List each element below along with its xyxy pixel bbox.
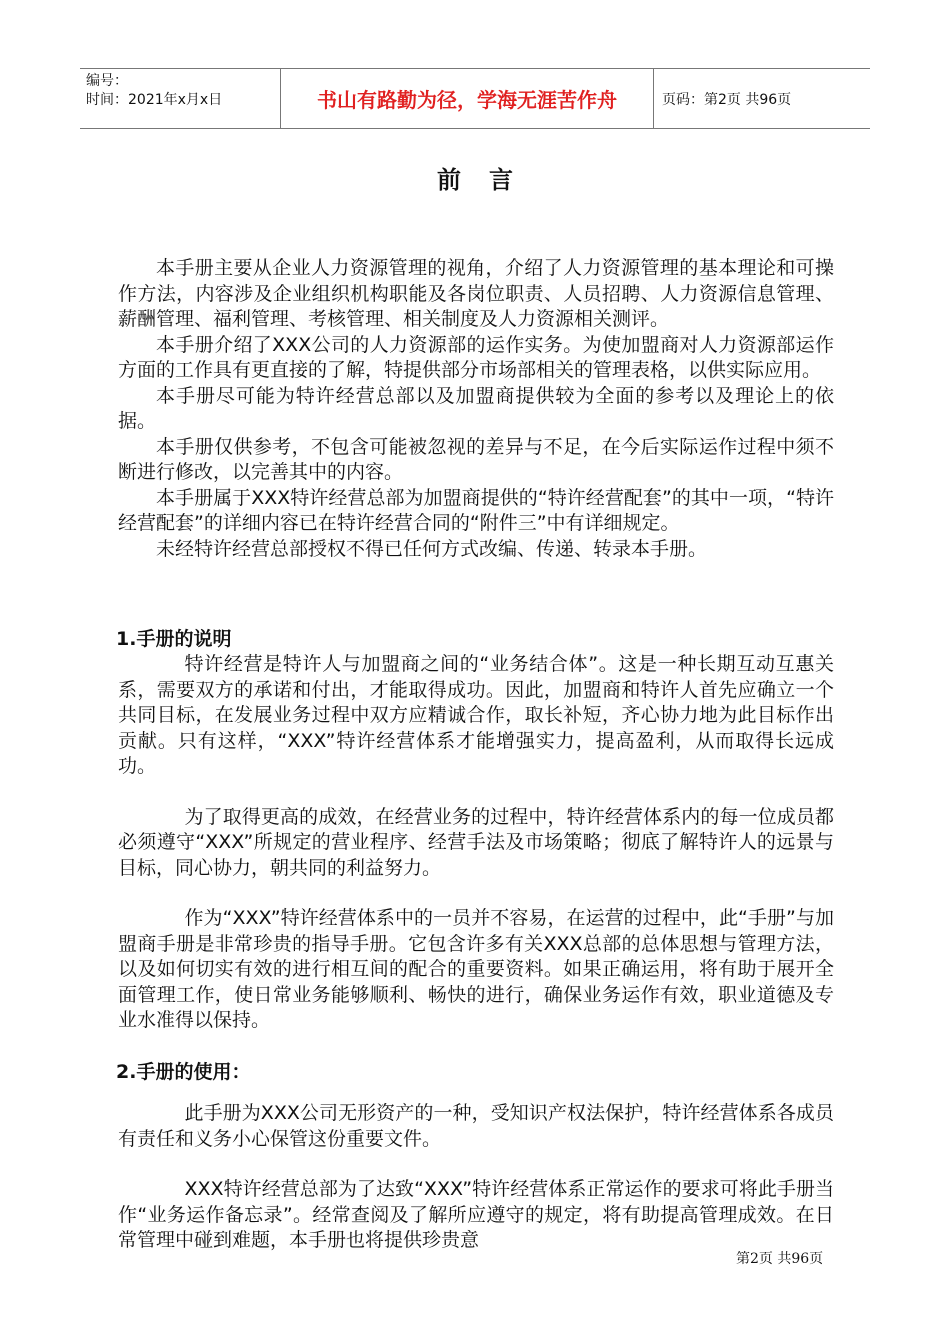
- preface-paragraph: 本手册介绍了XXX公司的人力资源部的运作实务。为使加盟商对人力资源部运作方面的工作具有更直接的了解，特提供部分市场部相关的管理表格，以供实际应用。: [118, 333, 834, 381]
- preface-paragraph: 本手册属于XXX特许经营总部为加盟商提供的“特许经营配套”的其中一项，“特许经营配套”的详细内容已在特许经营合同的“附件三”中有详细规定。: [118, 486, 834, 534]
- header-page-label: 页码：第2页 共96页: [662, 92, 792, 108]
- section1-paragraph: 特许经营是特许人与加盟商之间的“业务结合体”。这是一种长期互动互惠关系，需要双方的承诺和付出，才能取得成功。因此，加盟商和特许人首先应确立一个共同目标，在发展业务过程中双方应精诚合作，取长补短，齐心协力地为此目标作出贡献。只有这样，“XXX”特许经营体系才能增强实力，提高盈利，从而取得长远成功。: [118, 653, 834, 777]
- section1-body: [118, 652, 834, 1034]
- page-title: 前言: [437, 166, 541, 194]
- footer-page-number: 第2页 共96页: [736, 1251, 824, 1267]
- header-time-label: 时间：2021年x月x日: [86, 92, 223, 108]
- header-bottom-rule: [80, 128, 870, 129]
- section1-paragraph: 作为“XXX”特许经营体系中的一员并不容易，在运营的过程中，此“手册”与加盟商手册是非常珍贵的指导手册。它包含许多有关XXX总部的总体思想与管理方法，以及如何切实有效的进行相互间的配合的重要资料。如果正确运用，将有助于展开全面管理工作，使日常业务能够顺利、畅快的进行，确保业务运作有效，职业道德及专业水准得以保持。: [118, 907, 834, 1031]
- section2-heading: 2.手册的使用：: [116, 1061, 251, 1083]
- preface-paragraph: 本手册仅供参考，不包含可能被忽视的差异与不足，在今后实际运作过程中须不断进行修改，以完善其中的内容。: [118, 435, 834, 483]
- header-number-label: 编号：: [86, 73, 128, 89]
- header-motto: 书山有路勤为径，学海无涯苦作舟: [317, 88, 617, 112]
- section2-paragraph: 此手册为XXX公司无形资产的一种，受知识产权法保护，特许经营体系各成员有责任和义务小心保管这份重要文件。: [118, 1102, 834, 1150]
- preface-paragraph: 未经特许经营总部授权不得已任何方式改编、传递、转录本手册。: [156, 537, 708, 560]
- preface-paragraph: 本手册尽可能为特许经营总部以及加盟商提供较为全面的参考以及理论上的依据。: [118, 384, 834, 432]
- section2-body: [118, 1101, 834, 1254]
- preface-body: [118, 256, 834, 562]
- header-top-rule: [80, 68, 870, 69]
- section2-paragraph: XXX特许经营总部为了达致“XXX”特许经营体系正常运作的要求可将此手册当作“业务运作备忘录”。经常查阅及了解所应遵守的规定，将有助提高管理成效。在日常管理中碰到难题，本手册也将提供珍贵意: [118, 1178, 834, 1251]
- header-divider-right: [653, 68, 654, 128]
- header-divider-left: [280, 68, 281, 128]
- preface-paragraph: 本手册主要从企业人力资源管理的视角，介绍了人力资源管理的基本理论和可操作方法，内容涉及企业组织机构职能及各岗位职责、人员招聘、人力资源信息管理、薪酬管理、福利管理、考核管理、相关制度及人力资源相关测评。: [118, 257, 834, 330]
- section1-heading: 1.手册的说明: [116, 628, 232, 650]
- section1-paragraph: 为了取得更高的成效，在经营业务的过程中，特许经营体系内的每一位成员都必须遵守“XXX”所规定的营业程序、经营手法及市场策略；彻底了解特许人的远景与目标，同心协力，朝共同的利益努力。: [118, 805, 834, 879]
